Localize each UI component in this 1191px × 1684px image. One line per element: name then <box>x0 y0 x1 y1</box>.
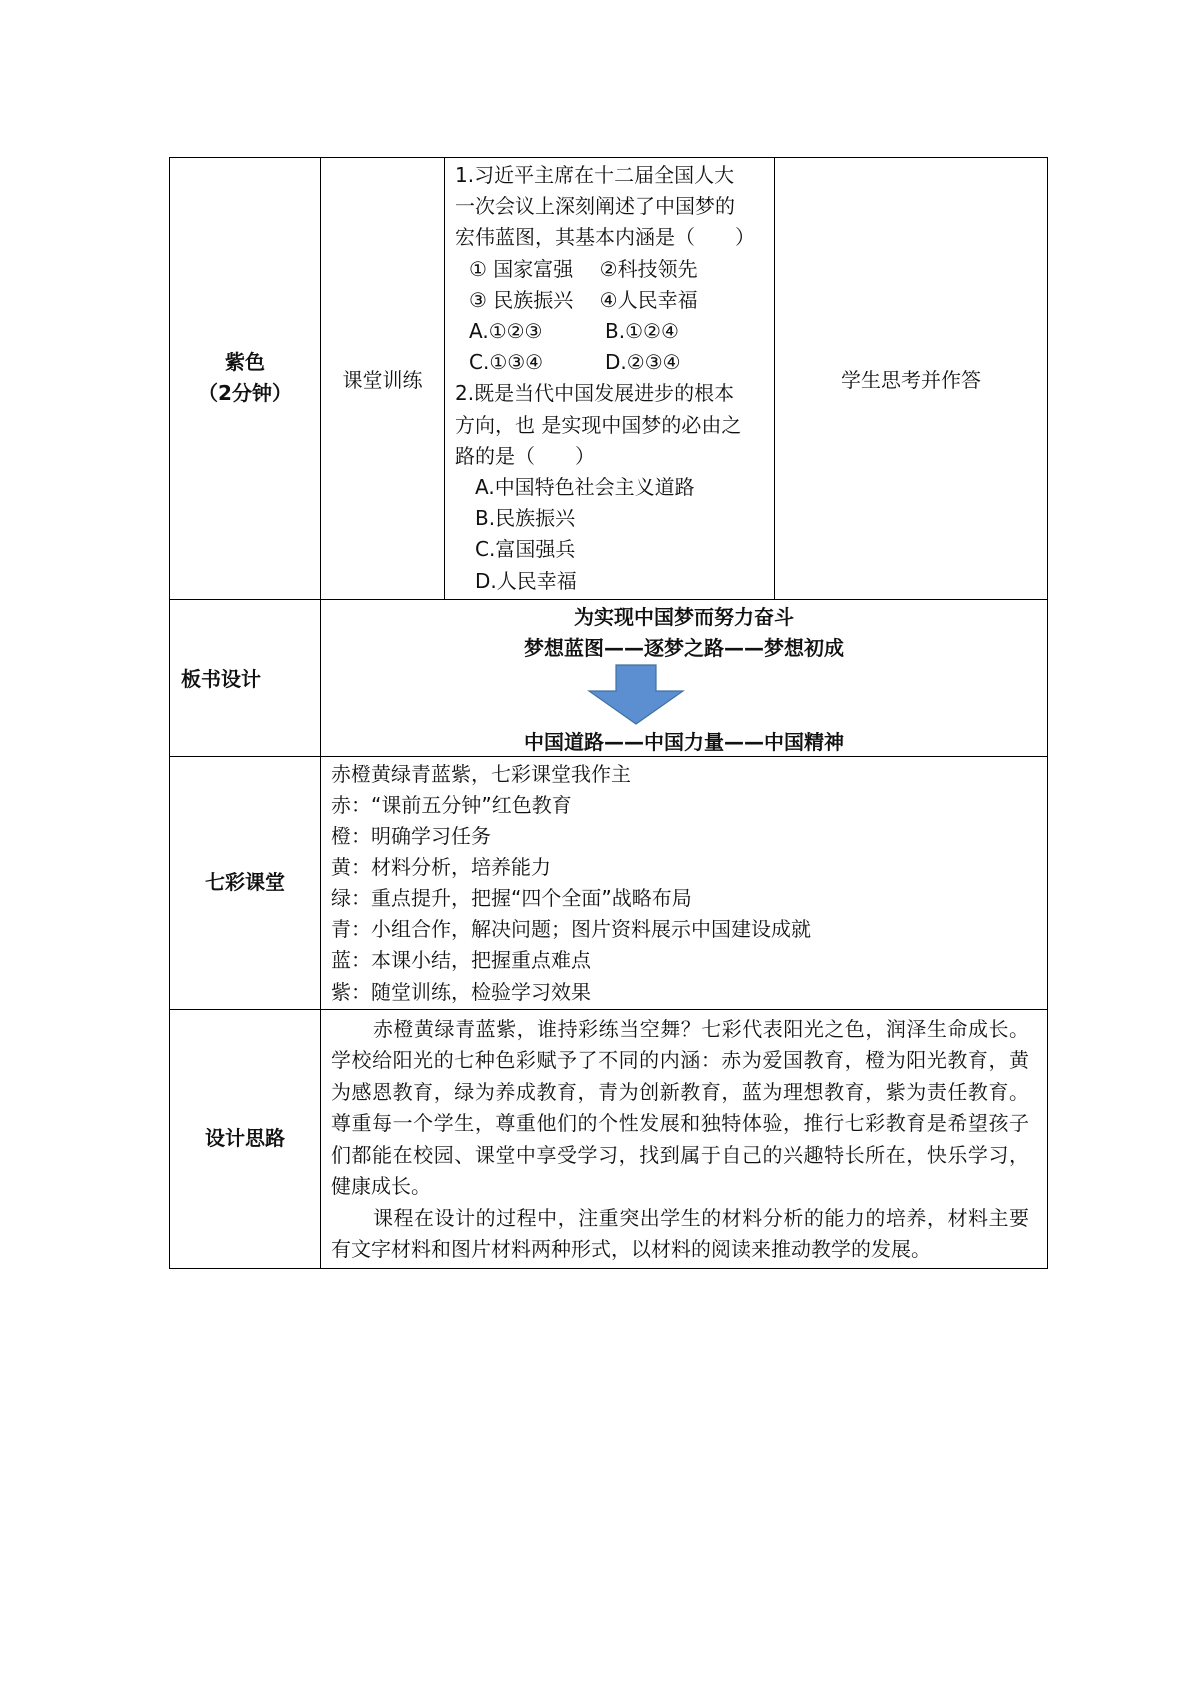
q2-option: C.富国强兵 <box>475 537 576 562</box>
section-duration: （2分钟） <box>198 381 292 406</box>
rainbow-cell <box>321 756 1048 1009</box>
design-cell <box>321 1009 1048 1268</box>
design-paragraph-2: 课程在设计的过程中，注重突出学生的材料分析的能力的培养，材料主要有文字材料和图片材料两种形式，以材料的阅读来推动教学的发展。 <box>331 1205 1029 1262</box>
q1-options-row <box>455 316 768 347</box>
q1-items-row: ③ 民族振兴 ④人民幸福 <box>469 287 698 312</box>
q2-option: B.民族振兴 <box>475 506 576 531</box>
q1-option-d: D.②③④ <box>605 350 681 375</box>
q2-option: A.中国特色社会主义道路 <box>475 475 695 500</box>
q1-option-c: C.①③④ <box>469 350 544 375</box>
q1-stem-line: 宏伟蓝图，其基本内涵是（ ） <box>455 225 755 250</box>
rainbow-line: 紫：随堂训练，检验学习效果 <box>331 979 591 1004</box>
q2-option: D.人民幸福 <box>475 568 577 593</box>
row-design <box>170 1009 1048 1268</box>
q2-stem-line: 方向，也 是实现中国梦的必由之 <box>455 412 742 437</box>
rainbow-line: 青：小组合作，解决问题；图片资料展示中国建设成就 <box>331 917 811 942</box>
rainbow-line: 橙：明确学习任务 <box>331 824 491 849</box>
board-line-1: 梦想蓝图——逐梦之路——梦想初成 <box>524 636 844 661</box>
rainbow-line: 赤：“课前五分钟”红色教育 <box>331 792 572 817</box>
board-line-2: 中国道路——中国力量——中国精神 <box>524 730 844 755</box>
q1-items-row: ① 国家富强 ②科技领先 <box>469 256 698 281</box>
section-label-purple <box>170 158 321 600</box>
rainbow-line: 蓝：本课小结，把握重点难点 <box>331 948 591 973</box>
q1-options-row <box>455 347 768 378</box>
board-design <box>321 600 1047 755</box>
q1-stem-line: 1.习近平主席在十二届全国人大 <box>455 163 735 187</box>
q1-option-a: A.①②③ <box>469 319 543 344</box>
questions-cell <box>445 158 775 600</box>
q1-stem-line: 一次会议上深刻阐述了中国梦的 <box>455 194 735 219</box>
down-arrow-icon <box>586 664 686 726</box>
rainbow-line: 赤橙黄绿青蓝紫，七彩课堂我作主 <box>331 761 631 786</box>
row-board <box>170 599 1048 756</box>
design-label: 设计思路 <box>170 1009 321 1268</box>
board-cell <box>321 599 1048 756</box>
rainbow-label: 七彩课堂 <box>170 756 321 1009</box>
lesson-plan-table <box>169 157 1048 1269</box>
section-title: 紫色 <box>225 350 265 375</box>
activity-label: 课堂训练 <box>321 158 445 600</box>
board-title: 为实现中国梦而努力奋斗 <box>574 605 794 630</box>
q2-stem-line: 2.既是当代中国发展进步的根本 <box>455 381 735 406</box>
student-activity: 学生思考并作答 <box>775 158 1048 600</box>
design-paragraph-1: 赤橙黄绿青蓝紫，谁持彩练当空舞？七彩代表阳光之色，润泽生命成长。学校给阳光的七种色彩赋予了不同的内涵：赤为爱国教育，橙为阳光教育，黄为感恩教育，绿为养成教育，青为创新教育，蓝为理想教育，紫为责任教育。尊重每一个学生，尊重他们的个性发展和独特体验，推行七彩教育是希望孩子们都能在校园、课堂中享受学习，找到属于自己的兴趣特长所在，快乐学习，健康成长。 <box>331 1016 1029 1199</box>
board-label: 板书设计 <box>170 599 321 756</box>
rainbow-line: 黄：材料分析，培养能力 <box>331 855 551 880</box>
row-purple <box>170 158 1048 600</box>
q2-stem-line: 路的是（ ） <box>455 443 595 468</box>
row-rainbow <box>170 756 1048 1009</box>
rainbow-line: 绿：重点提升，把握“四个全面”战略布局 <box>331 886 692 911</box>
q1-option-b: B.①②④ <box>605 319 679 344</box>
